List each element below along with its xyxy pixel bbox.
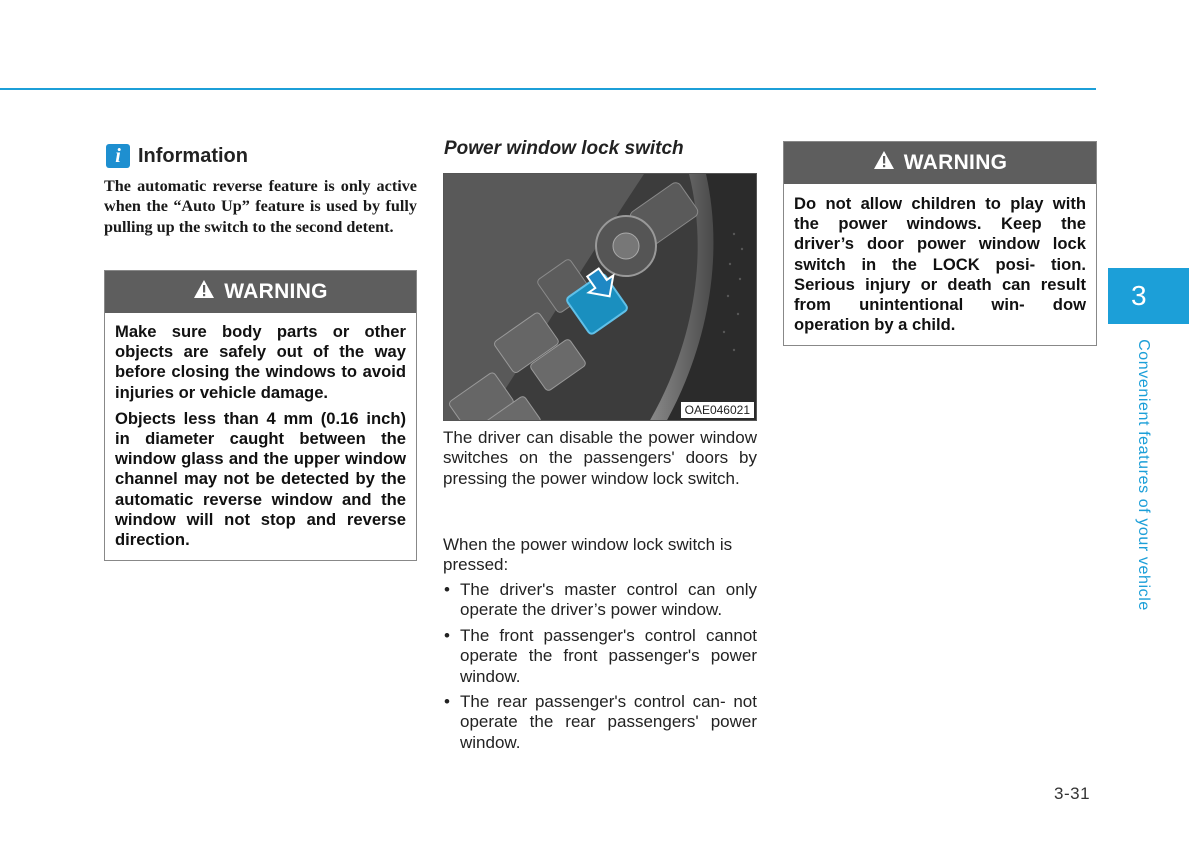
bullet-dot-icon: • <box>444 692 450 712</box>
section-title: Power window lock switch <box>444 138 684 159</box>
bullet-text: The rear passenger's control can- not operate the rear passengers' power window. <box>460 692 757 752</box>
figure-code: OAE046021 <box>681 402 754 418</box>
information-text: The automatic reverse feature is only active when the “Auto Up” feature is used by fully pulling up the switch to the second detent. <box>104 177 417 236</box>
door-panel-illustration <box>444 174 757 421</box>
information-heading <box>106 144 248 168</box>
bullet-list <box>443 580 757 758</box>
bullet-dot-icon: • <box>444 580 450 599</box>
warning-header <box>784 142 1096 184</box>
chapter-number-tab: 3 <box>1108 268 1189 324</box>
warning-label: WARNING <box>224 280 328 303</box>
bullet-text: The front passenger's control cannot operate the front passenger's power window. <box>460 625 757 686</box>
page-number: 3-31 <box>1054 784 1091 803</box>
body-paragraph: When the power window lock switch is pressed: <box>443 535 733 575</box>
warning-box-left <box>104 270 417 561</box>
info-icon: i <box>106 144 130 168</box>
header-rule <box>0 88 1096 90</box>
warning-paragraph: Do not allow children to play with the power windows. Keep the driver’s door power window lock switch in the LOCK posi- tion. Serious injury or death can result from unintentional win- dow operation by a child. <box>794 194 1086 335</box>
bullet-item <box>443 692 757 753</box>
bullet-item <box>443 626 757 687</box>
bullet-text: The driver's master control can only operate the driver’s power window. <box>460 580 757 620</box>
warning-header <box>105 271 416 313</box>
warning-label: WARNING <box>903 151 1008 174</box>
warning-paragraph: Make sure body parts or other objects are safely out of the way before closing the windows to avoid injuries or vehicle damage. <box>115 322 406 402</box>
warning-paragraph: Objects less than 4 mm (0.16 inch) in diameter caught between the window glass and the upper window channel may not be detected by the automatic reverse window and the window will not stop and reverse direction. <box>115 408 406 550</box>
warning-triangle-icon <box>193 279 215 305</box>
information-title: Information <box>138 144 248 167</box>
door-switch-figure <box>443 173 757 421</box>
bullet-dot-icon: • <box>444 625 450 645</box>
warning-box-right <box>783 141 1097 346</box>
warning-triangle-icon <box>873 150 895 176</box>
warning-body <box>784 184 1096 345</box>
chapter-title: Convenient features of your vehicle <box>1135 339 1152 611</box>
bullet-item <box>443 580 757 621</box>
body-paragraph: The driver can disable the power window switches on the passengers' doors by pressing the power window lock switch. <box>443 428 757 488</box>
warning-body <box>105 313 416 560</box>
